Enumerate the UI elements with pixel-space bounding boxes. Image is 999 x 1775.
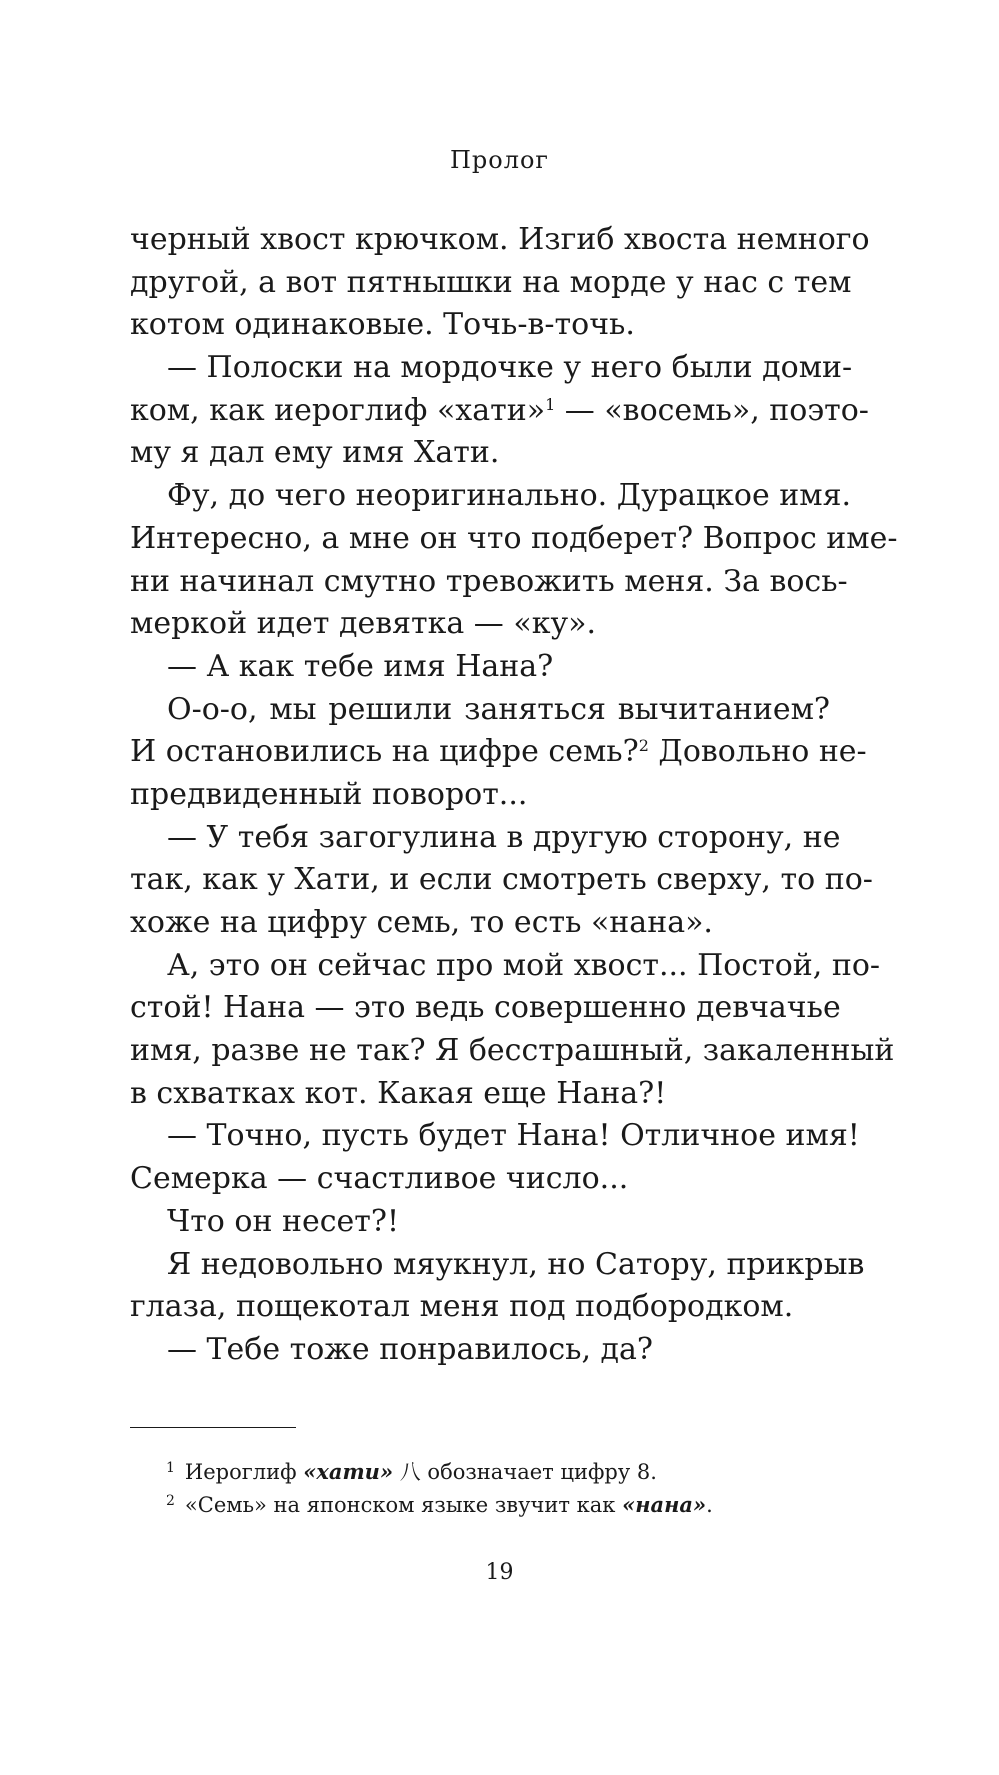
text-line: хоже на цифру семь, то есть «нана». [130, 905, 713, 940]
text-line: — А как тебе имя Нана? [167, 648, 554, 684]
text-line: ни начинал смутно тревожить меня. За вось- [130, 563, 848, 599]
footnote-mark: 2 [166, 1493, 175, 1509]
text-line: так, как у Хати, и если смотреть сверху, то по- [130, 862, 873, 898]
page-number: 19 [485, 1560, 514, 1585]
text-line: му я дал ему имя Хати. [130, 435, 500, 471]
text-line: котом одинаковые. Точь-в-точь. [130, 307, 635, 343]
text-line: Семерка — счастливое число... [130, 1161, 629, 1197]
text-line: И остановились на цифре семь?$^2$ Довольно не- [130, 734, 867, 770]
text-line: — Тебе тоже понравилось, да? [167, 1331, 653, 1367]
text-line: другой, а вот пятнышки на морде у нас с тем [130, 264, 852, 300]
text-line: Фу, до чего неоригинально. Дурацкое имя. [167, 478, 852, 514]
text-line: предвиденный поворот... [130, 776, 528, 812]
text-line: имя, разве не так? Я бесстрашный, закаленный [130, 1033, 895, 1069]
footnote-divider [130, 1427, 296, 1428]
text-line: А, это он сейчас про мой хвост... Постой, по- [167, 947, 881, 983]
text-line: — Точно, пусть будет Нана! Отличное имя! [167, 1118, 860, 1154]
text-line: Что он несет?! [167, 1203, 400, 1239]
footnotes [166, 1455, 866, 1521]
footnote-2: $^2$ «Семь» на японском языке звучит как «нана». [166, 1492, 713, 1517]
footnote-1: $^1$ Иероглиф «хати» 八 обозначает цифру 8. [166, 1459, 657, 1484]
body-text [130, 219, 898, 1372]
text-line: — У тебя загогулина в другую сторону, не [167, 819, 841, 855]
footnote-mark: 1 [166, 1460, 175, 1476]
text-line: О-о-о, мы решили заняться вычитанием? [167, 691, 830, 727]
text-line: — Полоски на мордочке у него были доми- [167, 350, 853, 386]
text-line: меркой идет девятка — «ку». [130, 606, 596, 642]
text-line: стой! Нана — это ведь совершенно девчачье [130, 990, 841, 1026]
text-line: черный хвост крючком. Изгиб хвоста немного [130, 222, 870, 257]
footnote-ref-1: 1 [545, 394, 556, 414]
text-line: в схватках кот. Какая еще Нана?! [130, 1075, 667, 1111]
text-line: Я недовольно мяукнул, но Сатору, прикрыв [167, 1246, 865, 1282]
text-line: глаза, пощекотал меня под подбородком. [130, 1289, 794, 1325]
text-line: ком, как иероглиф «хати»$^1$ — «восемь», поэто- [130, 392, 869, 428]
footnote-ref-2: 2 [638, 736, 649, 756]
text-line: Интересно, а мне он что подберет? Вопрос име- [130, 520, 898, 556]
running-head: Пролог [449, 146, 549, 174]
